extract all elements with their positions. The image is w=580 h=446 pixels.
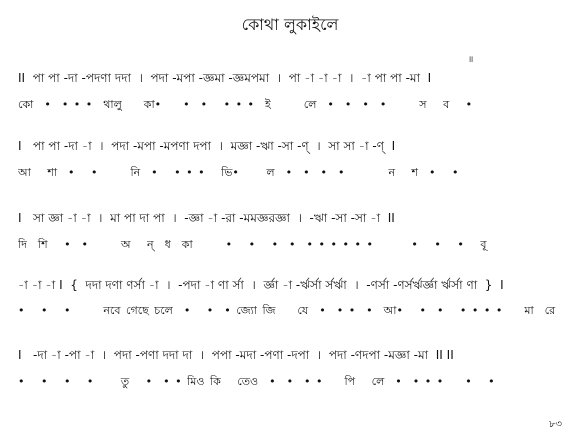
song-title: কোথা লুকাইলে: [241, 15, 339, 34]
lyrics-line-4: • • • নবে গেছে চলে • • • জ্যো জি যে • • • • আ• • • • • • • মা রে: [18, 304, 556, 317]
notation-line-3: I সা জ্ঞা -া -া । মা পা দা পা । -জ্ঞা -া -রা -মমজ্ঞরজ্ঞা । -ঋা -সা -সা -া II: [18, 211, 395, 225]
notation-line-5: I -দা -া -পা -া । পদা -পণা দদা দা । পপা -মদা -পণা -দপা । পদা -ণদপা -মজ্ঞা -মা II II: [18, 348, 454, 362]
top-mark: ॥: [468, 55, 474, 65]
page-number: ৮৩: [549, 419, 562, 430]
lyrics-line-3: দি শি • • অ ন্ ধ কা • • • • • • • • • • • • • বূ: [18, 238, 487, 251]
lyrics-line-2: আ শা • • নি • • • • ভি• ল • • • • ন শ • •: [18, 166, 459, 179]
notation-line-1: II পা পা -দা -পদণা দদা । পদা -মপা -জ্ঞমা -জ্ঞমপমা । পা -া -া -া । -া পা পা -মা I: [18, 71, 432, 85]
lyrics-line-1: কো • • • • থালু কা• • • • • • ই লে • • • • স ব •: [18, 98, 473, 111]
notation-line-4: -া -া -া I { দদা দণা ণর্সা -া । -পদা -া ণা র্সা । র্জ্ঞা -া -র্ঋর্সা র্সর্ঋা । -ণর্সা -ণর্সর্ঋর্জ্ঞা র্ঋর্সা ণা } I: [18, 278, 504, 292]
notation-line-2: I পা পা -দা -া । পদা -মপা -মপণা দপা । মজ্ঞা -ঋা -সা -ণ্ । সা সা -া -ণ্ I: [18, 139, 396, 153]
lyrics-line-5: • • • • তু • • • মিও কি তেও • • • • পি লে • • • • • •: [18, 375, 495, 388]
